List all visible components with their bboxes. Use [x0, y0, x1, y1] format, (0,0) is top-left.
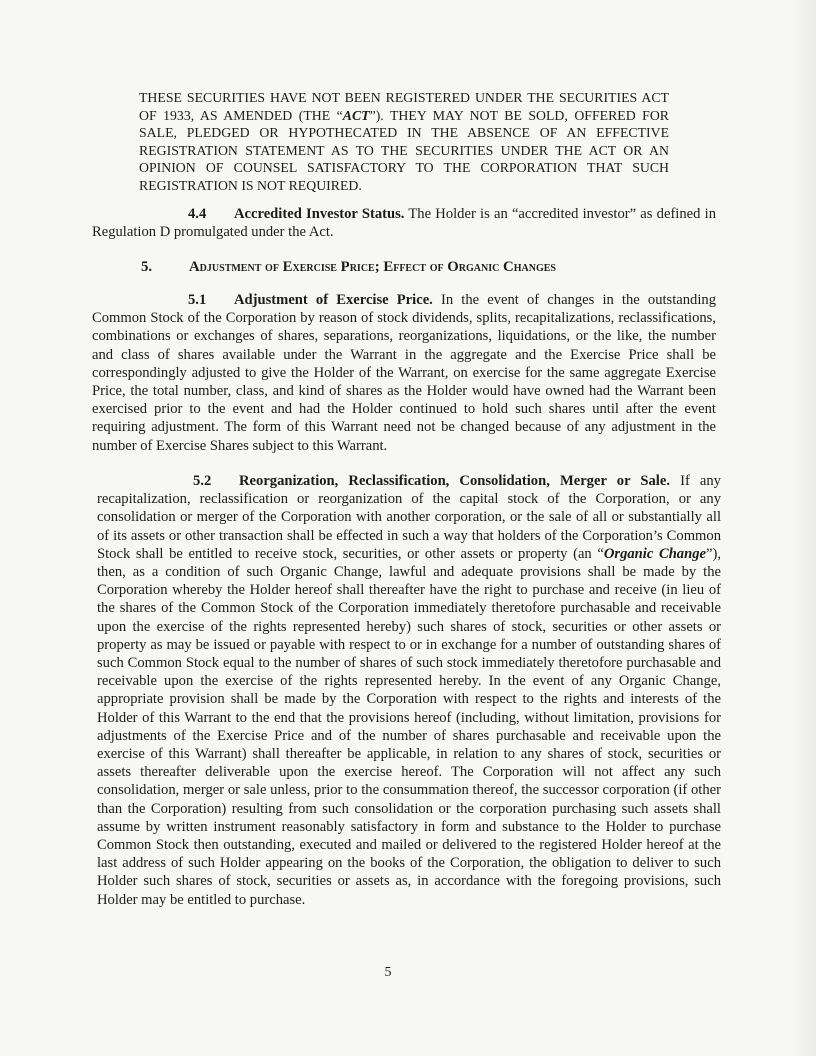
section-5-1-title: Adjustment of Exercise Price. — [234, 292, 433, 308]
section-5-2-title: Reorganization, Reclassification, Consolidation, Merger or Sale. — [239, 473, 670, 489]
section-4-4-text: The Holder is an “accredited investor” as defined in Regulation D promulgated under the Act. — [92, 206, 716, 241]
section-5-2-text-before: If any recapitalization, reclassification or reorganization of the capital stock of the Corporation, or any consolidation or merger of the Corporation with another corporation, or the sale of all or substantially all of its assets or other transaction shall be effected in such a way that holders of the Corporation’s Common Stock shall be entitled to receive stock, securities, or other assets or property (an “ — [97, 473, 721, 562]
section-4-4-number: 4.4 — [188, 206, 207, 222]
section-4-4-title: Accredited Investor Status. — [234, 206, 405, 222]
section-5-2-number: 5.2 — [193, 473, 212, 489]
securities-legend — [139, 89, 669, 195]
section-5-2 — [97, 472, 721, 909]
scan-edge-shadow — [792, 0, 816, 1056]
legend-text-after: ”). THEY MAY NOT BE SOLD, OFFERED FOR SALE, PLEDGED OR HYPOTHECATED IN THE ABSENCE OF AN EFFECTIVE REGISTRATION STATEMENT AS TO THE SECURITIES UNDER THE ACT OR AN OPINION OF COUNSEL SATISFACTORY TO THE CORPORATION THAT SUCH REGISTRATION IS NOT REQUIRED. — [139, 107, 669, 193]
page-number: 5 — [384, 965, 392, 980]
section-5-2-text-after: ”), then, as a condition of such Organic Change, lawful and adequate provisions shall be made by the Corporation whereby the Holder hereof shall thereafter have the right to purchase and receive (in lieu of the shares of the Common Stock of the Corporation immediately theretofore purchasable and receivable upon the exercise of the rights represented hereby) such shares of stock, securities or other assets or property as may be issued or payable with respect to or in exchange for a number of outstanding shares of such Common Stock equal to the number of shares of such stock immediately theretofore purchasable and receivable upon the exercise of the rights represented hereby. In the event of any Organic Change, appropriate provision shall be made by the Corporation with respect to the rights and interests of the Holder of this Warrant to the end that the provisions hereof (including, without limitation, provisions for adjustments of the Exercise Price and of the number of shares purchasable and receivable upon the exercise of this Warrant) shall thereafter be applicable, in relation to any shares of stock, securities or assets thereafter deliverable upon the exercise hereof. The Corporation will not affect any such consolidation, merger or sale unless, prior to the consummation thereof, the successor corporation (if other than the Corporation) resulting from such consolidation or the corporation purchasing such assets shall assume by written instrument reasonably satisfactory in form and substance to the Holder to purchase Common Stock then outstanding, executed and mailed or delivered to the registered Holder hereof at the last address of such Holder appearing on the books of the Corporation, the obligation to deliver to such Holder such shares of stock, securities or assets as, in accordance with the foregoing provisions, such Holder may be entitled to purchase. — [97, 545, 721, 908]
organic-change-term: Organic Change — [603, 545, 706, 562]
legend-defined-term: ACT — [342, 107, 370, 123]
section-5-1-number: 5.1 — [188, 292, 207, 308]
section-5-heading — [141, 259, 701, 276]
legend-text-before: THESE SECURITIES HAVE NOT BEEN REGISTERED UNDER THE SECURITIES ACT OF 1933, AS AMENDED (THE “ — [139, 90, 669, 123]
section-5-1-text: In the event of changes in the outstanding Common Stock of the Corporation by reason of stock dividends, splits, recapitalizations, reclassifications, combinations or exchanges of shares, separations, reorganizations, liquidations, or the like, the number and class of shares available under the Warrant in the aggregate and the Exercise Price shall be correspondingly adjusted to give the Holder of the Warrant, on exercise for the same aggregate Exercise Price, the total number, class, and kind of shares as the Holder would have owned had the Warrant been exercised prior to the event and had the Holder continued to hold such shares until after the event requiring adjustment. The form of this Warrant need not be changed because of any adjustment in the number of Exercise Shares subject to this Warrant. — [92, 292, 717, 454]
section-5-number: 5. — [141, 259, 153, 275]
section-4-4 — [92, 205, 716, 241]
section-5-1 — [92, 291, 716, 455]
section-5-title: Adjustment of Exercise Price; Effect of Organic Changes — [189, 259, 556, 275]
